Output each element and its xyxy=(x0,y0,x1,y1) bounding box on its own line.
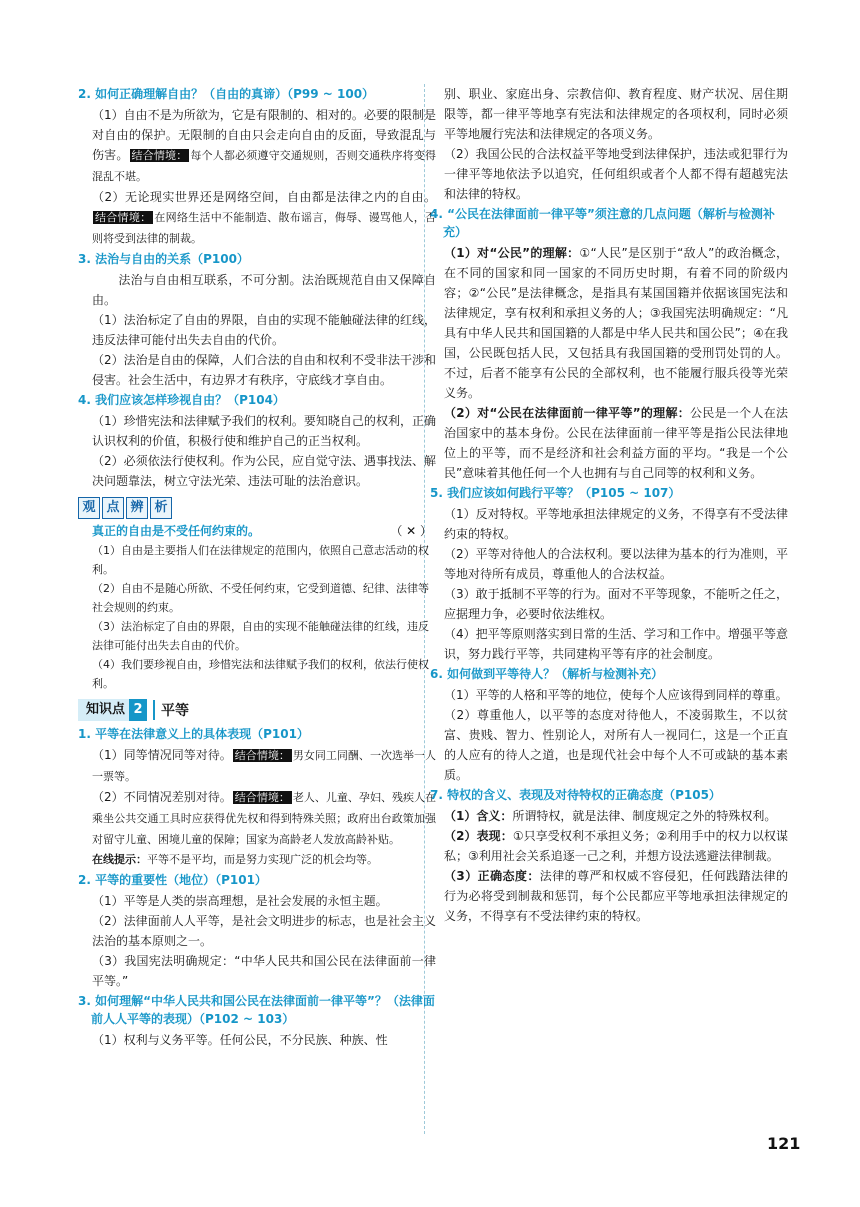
page-number: 121 xyxy=(767,1134,801,1153)
paragraph: （1）权利与义务平等。任何公民，不分民族、种族、性 xyxy=(92,1033,388,1047)
paragraph: （2）法律面前人人平等，是社会文明进步的标志，也是社会主义法治的基本原则之一。 xyxy=(92,914,436,948)
paragraph: （2）必须依法行使权利。作为公民，应自觉守法、遇事找法、解决问题靠法，树立守法光荣、违法可耻的法治意识。 xyxy=(92,454,436,488)
question-heading: 6. 如何做到平等待人？（解析与检测补充） xyxy=(430,667,664,681)
question-heading: 3. 法治与自由的关系（P100） xyxy=(78,252,249,266)
viewpoint-claim: 真正的自由是不受任何约束的。 （ ✕ ） xyxy=(78,521,436,541)
paragraph: （1）同等情况同等对待。 结合情境： 男女同工同酬、一次选举一人一票等。 xyxy=(92,748,437,783)
viewpoint-analysis-banner: 观 点 辨 析 xyxy=(78,497,436,519)
question-heading: 7. 特权的含义、表现及对待特权的正确态度（P105） xyxy=(430,788,721,802)
paragraph: 别、职业、家庭出身、宗教信仰、教育程度、财产状况、居住期限等，都一律平等地享有宪法和法律规定的各项权利，同时必须平等地履行宪法和法律规定的各项义务。 xyxy=(444,87,788,141)
explanation: （1）自由是主要指人们在法律规定的范围内，依照自己意志活动的权利。 xyxy=(92,544,429,576)
left-column xyxy=(78,84,436,1050)
paragraph: （4）把平等原则落实到日常的生活、学习和工作中。增强平等意识，努力践行平等，共同建构平等有序的社会制度。 xyxy=(444,627,788,661)
paragraph: （2）表现：①只享受权利不承担义务；②利用手中的权力以权谋私；③利用社会关系追逐一己之利，并想方设法逃避法律制裁。 xyxy=(444,829,788,863)
paragraph: （3）我国宪法明确规定：“中华人民共和国公民在法律面前一律平等。” xyxy=(92,954,436,988)
paragraph: （2）无论现实世界还是网络空间，自由都是法律之内的自由。结合情境： 在网络生活中不能制造、散布谣言，侮辱、谩骂他人，否则将受到法律的制裁。 xyxy=(92,190,437,245)
paragraph: （2）不同情况差别对待。 结合情境： 老人、儿童、孕妇、残疾人在乘坐公共交通工具时应获得优先权和得到特殊关照；政府出台政策加强对留守儿童、困境儿童的保障；国家为高龄老人发放高龄补贴。 xyxy=(92,790,437,846)
explanation: （4）我们要珍视自由，珍惜宪法和法律赋予我们的权利，依法行使权利。 xyxy=(92,658,429,690)
paragraph: （3）敢于抵制不平等的行为。面对不平等现象，不能听之任之，应据理力争，必要时依法维权。 xyxy=(444,587,788,621)
question-heading: 1. 平等在法律意义上的具体表现（P101） xyxy=(78,727,309,741)
question-heading: 5. 我们应该如何践行平等？（P105 ~ 107） xyxy=(430,486,681,500)
question-heading: 4. 我们应该怎样珍视自由？（P104） xyxy=(78,393,285,407)
paragraph: （1）含义：所谓特权，就是法律、制度规定之外的特殊权利。 xyxy=(444,809,777,823)
wrong-mark: （ ✕ ） xyxy=(390,524,432,538)
paragraph: （2）法治是自由的保障，人们合法的自由和权利不受非法干涉和侵害。社会生活中，有边界才有秩序，守底线才享自由。 xyxy=(92,353,436,387)
explanation: （2）自由不是随心所欲、不受任何约束，它受到道德、纪律、法律等社会规则的约束。 xyxy=(92,582,429,614)
question-heading: 3. 如何理解“中华人民共和国公民在法律面前一律平等”？（法律面前人人平等的表现）（P102 ~ 103） xyxy=(78,994,435,1026)
context-tag: 结合情境： xyxy=(131,149,188,162)
paragraph: （1）自由不是为所欲为，它是有限制的、相对的。必要的限制是对自由的保护。无限制的自由只会走向自由的反面，导致混乱与伤害。 结合情境： 每个人都必须遵守交通规则，否则交通秩序将变得混乱不堪。 xyxy=(92,108,436,183)
paragraph: （1）对“公民”的理解：①“人民”是区别于“敌人”的政治概念，在不同的国家和同一国家的不同历史时期，有着不同的阶级内容；②“公民”是法律概念，是指具有某国国籍并依据该国宪法和法律规定，享有权利和承担义务的人；③我国宪法明确规定：“凡具有中华人民共和国国籍的人都是中华人民共和国公民”；④在我国，公民既包括人民，又包括具有我国国籍的受刑罚处罚的人。不过，后者不能享有公民的全部权利，也不能履行服兵役等光荣义务。 xyxy=(444,246,788,400)
paragraph: （1）法治标定了自由的界限，自由的实现不能触碰法律的红线，违反法律可能付出失去自由的代价。 xyxy=(92,313,436,347)
question-heading: 2. 平等的重要性（地位）（P101） xyxy=(78,873,267,887)
explanation: （3）法治标定了自由的界限，自由的实现不能触碰法律的红线，违反法律可能付出失去自由的代价。 xyxy=(92,620,429,652)
paragraph: （2）我国公民的合法权益平等地受到法律保护，违法或犯罪行为一律平等地依法予以追究，任何组织或者个人都不得有超越宪法和法律的特权。 xyxy=(444,147,788,201)
paragraph: （1）平等是人类的崇高理想，是社会发展的永恒主题。 xyxy=(92,894,388,908)
paragraph: （3）正确态度：法律的尊严和权威不容侵犯，任何践踏法律的行为必将受到制裁和惩罚，每个公民都应平等地承担法律规定的义务，不得享有不受法律约束的特权。 xyxy=(444,869,788,923)
question-heading: 4. “公民在法律面前一律平等”须注意的几点问题（解析与检测补充） xyxy=(430,207,775,239)
online-hint: 在线提示：平等不是平均，而是努力实现广泛的机会均等。 xyxy=(92,853,378,866)
section-header: 知识点 2 平等 xyxy=(78,699,436,721)
context-tag: 结合情境： xyxy=(234,749,290,762)
paragraph: （1）平等的人格和平等的地位，使每个人应该得到同样的尊重。 xyxy=(444,688,788,702)
paragraph: （1）反对特权。平等地承担法律规定的义务，不得享有不受法律约束的特权。 xyxy=(444,507,788,541)
paragraph: （1）珍惜宪法和法律赋予我们的权利。要知晓自己的权利，正确认识权利的价值，积极行使和维护自己的正当权利。 xyxy=(92,414,436,448)
paragraph: （2）平等对待他人的合法权利。要以法律为基本的行为准则，平等地对待所有成员，尊重他人的合法权益。 xyxy=(444,547,788,581)
paragraph: 法治与自由相互联系，不可分割。法治既规范自由又保障自由。 xyxy=(92,273,436,307)
paragraph: （2）尊重他人，以平等的态度对待他人，不凌弱欺生，不以贫富、贵贱、智力、性别论人，对所有人一视同仁，这是一个正直的人应有的待人之道，也是现代社会中每个人不可或缺的基本素质。 xyxy=(444,708,788,782)
context-tag: 结合情境： xyxy=(95,211,152,224)
context-tag: 结合情境： xyxy=(234,791,290,804)
paragraph: （2）对“公民在法律面前一律平等”的理解：公民是一个人在法治国家中的基本身份。公民在法律面前一律平等是指公民法律地位上的平等，而不是经济和社会利益方面的平均。“我是一个公民”意味着其他任何一个人也拥有与自己同等的权利和义务。 xyxy=(444,406,788,480)
right-column xyxy=(430,84,788,926)
question-heading: 2. 如何正确理解自由？（自由的真谛）（P99 ~ 100） xyxy=(78,87,375,101)
